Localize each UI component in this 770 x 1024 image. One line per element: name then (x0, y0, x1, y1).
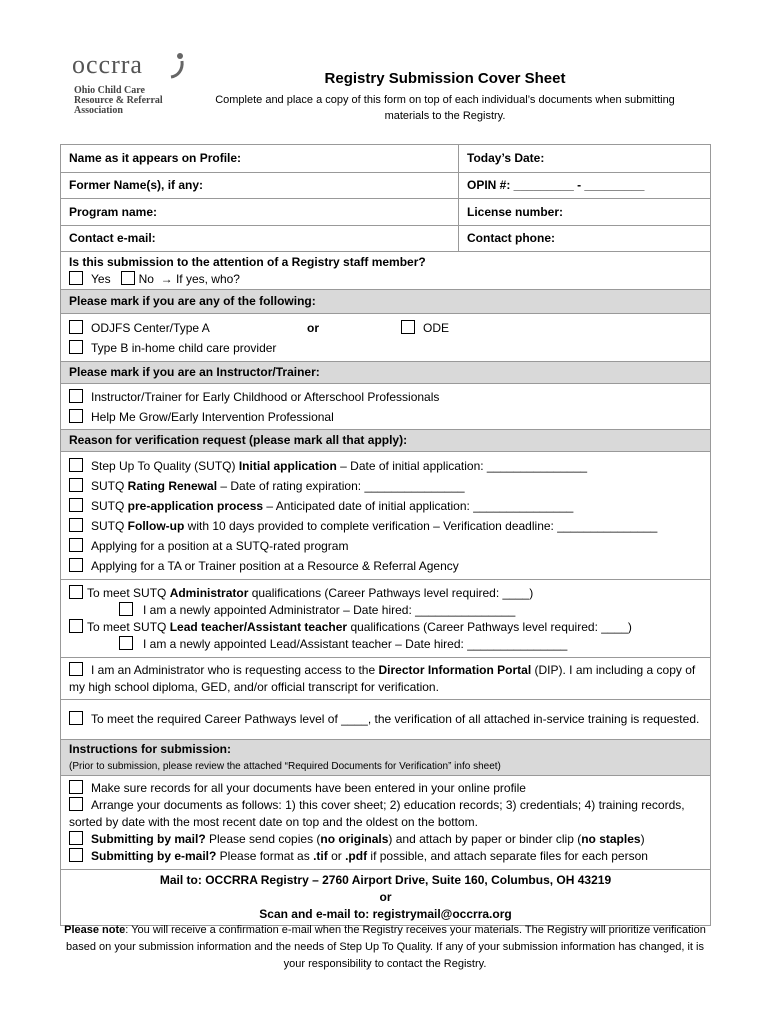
no-label: No (138, 271, 154, 286)
program-name-field[interactable]: Program name: (61, 199, 459, 226)
contact-email-field[interactable]: Contact e-mail: (61, 226, 459, 252)
type-b-checkbox[interactable] (69, 340, 83, 354)
new-teacher-checkbox[interactable] (119, 636, 133, 650)
former-names-field[interactable]: Former Name(s), if any: (61, 173, 459, 199)
mail-checkbox[interactable] (69, 831, 83, 845)
scan-email: Scan and e-mail to: registrymail@occrra.org (259, 907, 512, 921)
odjfs-label: ODJFS Center/Type A (91, 320, 210, 335)
yes-label: Yes (91, 271, 111, 286)
initial-application-checkbox[interactable] (69, 458, 83, 472)
sutq-position-checkbox[interactable] (69, 538, 83, 552)
attention-section (61, 252, 711, 290)
section-any-heading: Please mark if you are any of the following: (61, 290, 711, 314)
instructions-body: Make sure records for all your documents have been entered in your online profile Arrange your documents as follows: 1) this cover sheet; 2) education records; 3) credentials; 4) training records, sorted by date with the most recent date on top and the oldest on the bottom. Submitting by mail? Please send copies (no originals) and attach by paper or binder clip (no staples) Submitting by e-mail? Please format as .tif or .pdf if possible, and attach separate files for each person (61, 776, 711, 870)
teacher-qual-checkbox[interactable] (69, 619, 83, 633)
email-checkbox[interactable] (69, 848, 83, 862)
no-checkbox[interactable] (121, 271, 135, 285)
mail-address: Mail to: OCCRRA Registry – 2760 Airport Drive, Suite 160, Columbus, OH 43219 (159, 873, 612, 887)
opin-field[interactable]: OPIN #: _________ - _________ (459, 173, 711, 199)
note-label: Please note (64, 924, 126, 936)
occrra-logo (72, 50, 182, 120)
section-reason-body: Step Up To Quality (SUTQ) Initial application – Date of initial application: _______________ SUTQ Rating Renewal – Date of rating expiration: _______________ SUTQ pre-application process – Anticipated date of initial application: _______________ SUTQ Follow-up with 10 days provided to complete verification – Verification deadline: _______________ Applying for a position at a SUTQ-rated program Applying for a TA or Trainer position at a Resource & Referral Agency (61, 452, 711, 580)
section-trainer-heading: Please mark if you are an Instructor/Trainer: (61, 362, 711, 384)
odjfs-checkbox[interactable] (69, 320, 83, 334)
trainer-checkbox[interactable] (69, 389, 83, 403)
page-title: Registry Submission Cover Sheet (324, 70, 566, 87)
records-checkbox[interactable] (69, 780, 83, 794)
page-subtitle: Complete and place a copy of this form on top of each individual’s documents when submitting materials to the Registry. (215, 94, 675, 122)
name-profile-field[interactable]: Name as it appears on Profile: (61, 145, 459, 173)
dip-checkbox[interactable] (69, 662, 83, 676)
logo-subtitle: Ohio Child Care Resource & Referral Association (74, 85, 163, 116)
logo-swoosh-icon (170, 52, 186, 80)
section-cp-body: To meet the required Career Pathways level of ____, the verification of all attached in-service training is requested. (61, 700, 711, 740)
license-number-field[interactable]: License number: (459, 199, 711, 226)
section-trainer-body (61, 384, 711, 430)
please-note (62, 922, 708, 973)
section-reason-heading: Reason for verification request (please mark all that apply): (61, 430, 711, 452)
registry-form (60, 144, 711, 926)
instructions-heading: Instructions for submission: (Prior to submission, please review the attached “Required Documents for Verification” info sheet) (61, 740, 711, 776)
type-b-label: Type B in-home child care provider (91, 340, 277, 355)
yes-checkbox[interactable] (69, 271, 83, 285)
ode-checkbox[interactable] (401, 320, 415, 334)
section-dip-body: I am an Administrator who is requesting access to the Director Information Portal (DIP). I am including a copy of my high school diploma, GED, and/or official transcript for verification. (61, 658, 711, 700)
todays-date-field[interactable]: Today’s Date: (459, 145, 711, 173)
mail-to-block (61, 870, 711, 926)
note-text: : You will receive a confirmation e-mail when the Registry receives your materials. The Registry will prioritize verification based on your submission information and the needs of Step Up To Quality. If any of your submission information has changed, it is your responsibility to contact the Registry. (66, 924, 706, 970)
logo-wordmark: occrra (72, 50, 143, 79)
hmg-label: Help Me Grow/Early Intervention Professional (91, 409, 334, 424)
attention-question: Is this submission to the attention of a Registry staff member? (69, 254, 426, 269)
arrow-right-icon: → (160, 271, 173, 286)
career-pathways-checkbox[interactable] (69, 711, 83, 725)
contact-phone-field[interactable]: Contact phone: (459, 226, 711, 252)
section-any-body (61, 314, 711, 362)
section-admin-body: To meet SUTQ Administrator qualifications (Career Pathways level required: ____) I am a newly appointed Administrator – Date hired: _______________ To meet SUTQ Lead teacher/Assistant teacher qualifications (Career Pathways level required: ____) I am a newly appointed Lead/Assistant teacher – Date hired: _______________ (61, 580, 711, 658)
admin-qual-checkbox[interactable] (69, 585, 83, 599)
or-label: or (307, 320, 319, 335)
trainer-label: Instructor/Trainer for Early Childhood or Afterschool Professionals (91, 389, 440, 404)
hmg-checkbox[interactable] (69, 409, 83, 423)
rating-renewal-checkbox[interactable] (69, 478, 83, 492)
follow-up-checkbox[interactable] (69, 518, 83, 532)
mail-or: or (379, 890, 392, 904)
pre-application-checkbox[interactable] (69, 498, 83, 512)
arrange-checkbox[interactable] (69, 797, 83, 811)
ode-label: ODE (423, 320, 450, 335)
new-admin-checkbox[interactable] (119, 602, 133, 616)
if-yes-label: If yes, who? (175, 271, 240, 286)
ta-trainer-checkbox[interactable] (69, 558, 83, 572)
